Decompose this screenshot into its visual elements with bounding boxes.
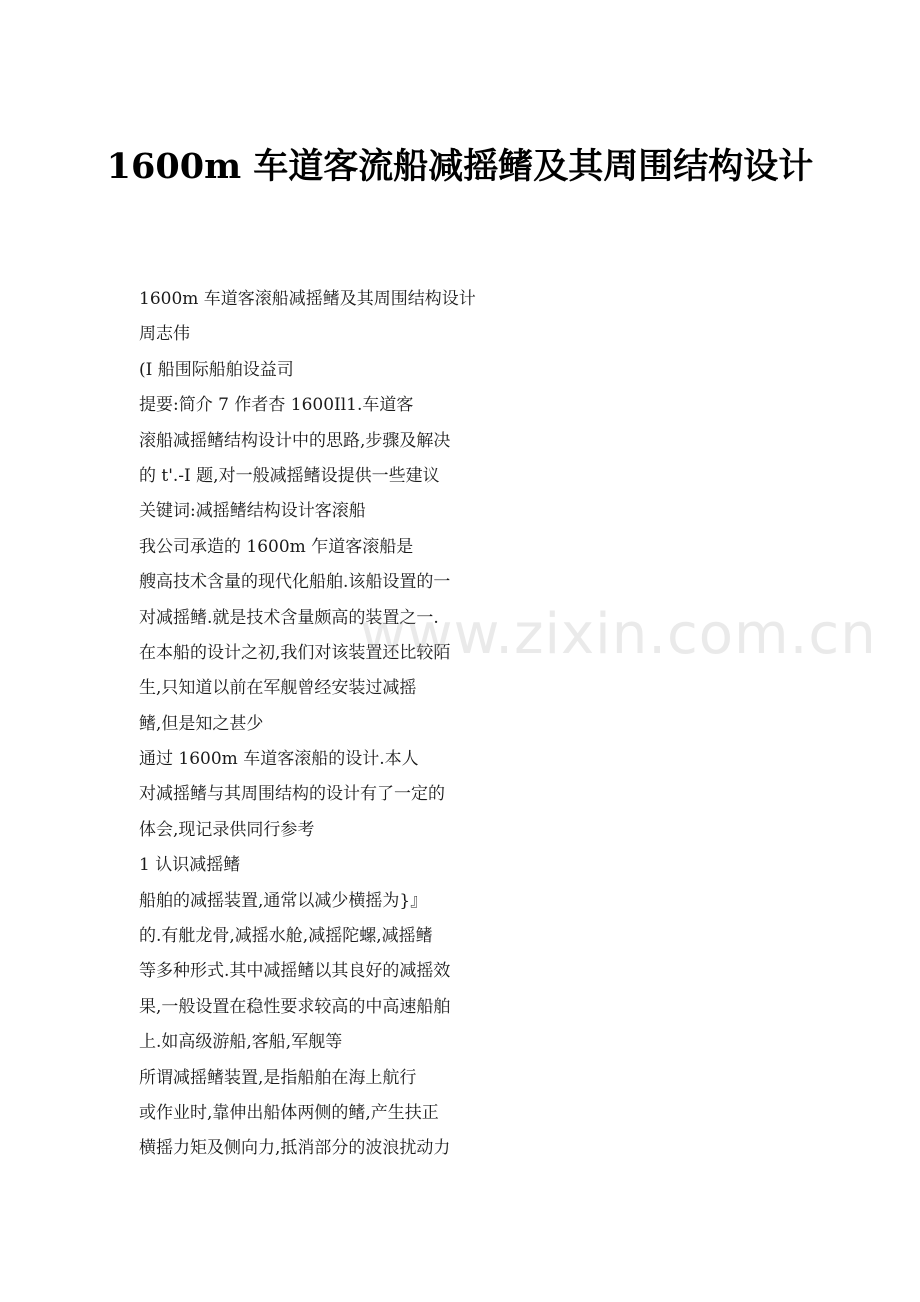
text-line: 我公司承造的 1600m 乍道客滚船是 [139,536,414,557]
text-line: (I 船围际船舶设益司 [139,359,294,380]
text-line: 周志伟 [139,324,190,345]
text-line: 关键词:减摇鳍结构设计客滚船 [139,501,366,522]
text-line: 在本船的设计之初,我们对该装置还比较陌 [139,642,451,663]
text-line: 的.有舭龙骨,减摇水舱,减摇陀螺,减摇鳍 [139,926,433,947]
text-line: 的 t'.-I 题,对一般减摇鳍设提供一些建议 [139,465,440,486]
document-body [139,282,699,1167]
text-line: 提要:简介 7 作者杏 1600Il1.车道客 [139,395,414,416]
text-line: 体会,现记录供同行参考 [139,819,315,840]
text-line: 1600m 车道客滚船减摇鳍及其周围结构设计 [139,289,476,309]
text-line: 1 认识减摇鳍 [139,855,241,876]
text-line: 通过 1600m 车道客滚船的设计.本人 [139,749,419,770]
watermark-text: www.zixin.com.cn [360,602,877,667]
text-line: 对减摇鳍与其周围结构的设计有了一定的 [139,784,445,805]
text-line: 所谓减摇鳍装置,是指船舶在海上航行 [139,1067,417,1088]
text-line: 艘高技术含量的现代化船舶.该船设置的一 [139,572,451,593]
text-line: 或作业时,靠伸出船体两侧的鳍,产生扶正 [139,1102,439,1123]
text-line: 上.如高级游船,客船,军舰等 [139,1032,343,1053]
text-line: 鳍,但是知之甚少 [139,713,264,734]
document-title: 1600m 车道客流船减摇鳍及其周围结构设计 [106,146,814,187]
text-line: 等多种形式.其中减摇鳍以其良好的减摇效 [139,961,451,982]
text-line: 船舶的减摇装置,通常以减少横摇为}』 [139,890,428,911]
text-line: 对减摇鳍.就是技术含量颇高的装置之一. [139,607,439,628]
text-line: 果,一般设置在稳性要求较高的中高速船舶 [139,996,451,1017]
text-line: 滚船减摇鳍结构设计中的思路,步骤及解决 [139,430,451,451]
text-line: 生,只知道以前在军舰曾经安装过减摇 [139,678,417,699]
text-line: 横摇力矩及侧向力,抵消部分的波浪扰动力 [139,1138,451,1159]
